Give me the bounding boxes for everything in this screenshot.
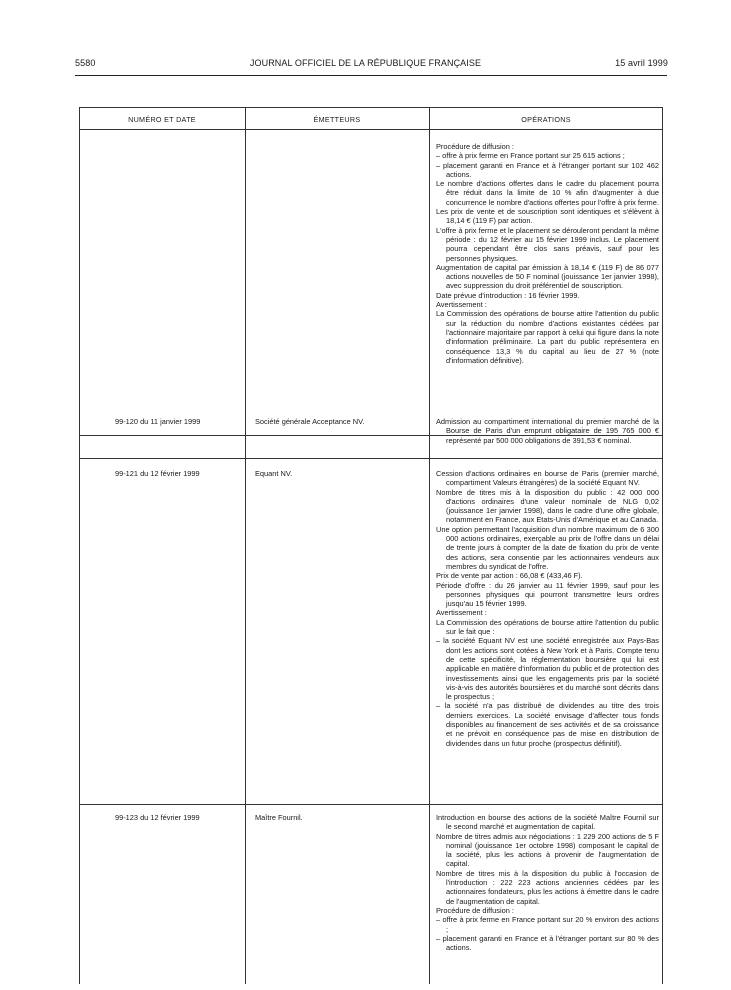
operation-line: Procédure de diffusion : <box>436 905 514 915</box>
journal-title: JOURNAL OFFICIEL DE LA RÉPUBLIQUE FRANÇAISE <box>249 58 482 68</box>
operation-line: – offre à prix ferme en France portant sur 20 % environ des actions ; <box>436 915 659 934</box>
operation-line: L'offre à prix ferme et le placement se dérouleront pendant la même période : du 12 février au 15 février 1999 inclus. Le placement pourra cependant être clos sans préavis, sauf pour les personnes physiques. <box>436 225 659 263</box>
table-row <box>436 813 659 952</box>
row-divider <box>79 458 663 459</box>
header-divider <box>79 129 663 130</box>
operation-line: Avertissement : <box>436 300 487 310</box>
table-row <box>436 417 659 445</box>
operation-line: Le nombre d'actions offertes dans le cadre du placement pourra être réduit dans la limite de 10 % afin d'augmenter à due concurrence le nombre d'actions offertes pour l'offre à prix ferme. <box>436 179 659 207</box>
operation-line: Introduction en bourse des actions de la société Maître Fournil sur le second marché et augmentation de capital. <box>436 813 659 832</box>
row-divider <box>79 804 663 805</box>
operations-table <box>79 107 663 984</box>
table-border-right <box>662 107 663 984</box>
column-divider-1 <box>245 107 246 984</box>
operation-line: – offre à prix ferme en France portant sur 25 615 actions ; <box>436 151 625 161</box>
operation-line: Admission au compartiment international du premier marché de la Bourse de Paris d'un emprunt obligataire de 195 765 000 € représenté par 500 000 obligations de 391,53 € nominal. <box>436 417 659 445</box>
operation-line: Nombre de titres admis aux négociations : 1 229 200 actions de 5 F nominal (jouissance 1er octobre 1998) composant le capital de la société, plus les actions à provenir de l'augmentation de capital. <box>436 831 659 869</box>
row-emetteur: Société générale Acceptance NV. <box>255 417 365 426</box>
operation-line: – la société n'a pas distribué de dividendes au titre des trois derniers exercices. La société envisage d'affecter tous fonds disponibles au financement de ses activités et de sa croissance et ne prévoit en conséquence pas de mise en distribution de dividendes dans un futur proche (prospectus définitif). <box>436 701 659 748</box>
operation-line: La Commission des opérations de bourse attire l'attention du public sur la réduction du nombre d'actions existantes cédées par l'actionnaire majoritaire par rapport à celui qui figure dans la note d'information préliminaire. La part du public représentera en conséquence 13,3 % du capital au lieu de 27 % (note d'information définitive). <box>436 309 659 365</box>
operation-line: Nombre de titres mis à la disposition du public : 42 000 000 d'actions ordinaires d'une valeur nominale de NLG 0,02 (jouissance 1er janvier 1998), dans le cadre d'une offre globale, notamment en France, aux Etats-Unis d'Amérique et au Canada. <box>436 487 659 525</box>
operation-line: Période d'offre : du 26 janvier au 11 février 1999, sauf pour les personnes physiques qui pourront transmettre leurs ordres jusqu'au 15 février 1999. <box>436 580 659 609</box>
operation-line: Cession d'actions ordinaires en bourse de Paris (premier marché, compartiment Valeurs étrangères) de la société Equant NV. <box>436 469 659 488</box>
row-numero: 99-123 du 12 février 1999 <box>115 813 200 822</box>
table-border-left <box>79 107 80 984</box>
row-emetteur: Maître Fournil. <box>255 813 303 822</box>
operation-line: – placement garanti en France et à l'étranger portant sur 102 462 actions. <box>436 160 659 179</box>
column-header-numero: NUMÉRO ET DATE <box>128 115 196 124</box>
operation-line: – la société Equant NV est une société enregistrée aux Pays-Bas dont les actions sont cotées à New York et à Paris. Compte tenu de cette spécificité, la réglementation boursière qui lui est applicable en matière d'information du public et de protection des investissements ainsi que les engagements pris par la société vis-à-vis des autorités boursières et du marché sont décrits dans le prospectus ; <box>436 636 659 702</box>
column-header-emetteurs: ÉMETTEURS <box>313 115 361 124</box>
row-numero: 99-120 du 11 janvier 1999 <box>115 417 201 426</box>
operation-line: Nombre de titres mis à la disposition du public à l'occasion de l'introduction : 222 223 actions anciennes cédées par les actionnaires fondateurs, plus les actions à émettre dans le cadre de l'augmentation de capital. <box>436 868 659 906</box>
operation-line: Prix de vente par action : 66,08 € (433,46 F). <box>436 571 583 581</box>
publication-date: 15 avril 1999 <box>615 58 668 68</box>
table-row <box>436 469 659 748</box>
operation-line: – placement garanti en France et à l'étranger portant sur 80 % des actions. <box>436 933 659 953</box>
table-row <box>436 142 659 365</box>
page-number: 5580 <box>75 58 96 68</box>
operation-line: Procédure de diffusion : <box>436 142 514 151</box>
operation-line: Augmentation de capital par émission à 18,14 € (119 F) de 86 077 actions nouvelles de 50 F nominal (jouissance 1er janvier 1998), avec suppression du droit préférentiel de souscription. <box>436 262 659 291</box>
column-divider-2 <box>429 107 430 984</box>
operation-line: La Commission des opérations de bourse attire l'attention du public sur le fait que : <box>436 617 659 637</box>
header-rule <box>75 75 667 76</box>
operation-line: Avertissement : <box>436 608 487 618</box>
operation-line: Date prévue d'introduction : 16 février 1999. <box>436 290 580 300</box>
operation-line: Une option permettant l'acquisition d'un nombre maximum de 6 300 000 actions ordinaires, exerçable au prix de l'offre dans un délai de trente jours à compter de la date de fixation du prix de vente des actions, sera consentie par les actionnaires vendeurs aux membres du syndicat de l'offre. <box>436 524 659 571</box>
row-numero: 99-121 du 12 février 1999 <box>115 469 200 478</box>
row-emetteur: Equant NV. <box>255 469 293 478</box>
operation-line: Les prix de vente et de souscription sont identiques et s'élèvent à 18,14 € (119 F) par action. <box>436 207 659 226</box>
column-header-operations: OPÉRATIONS <box>521 115 571 124</box>
table-border-top <box>79 107 663 108</box>
